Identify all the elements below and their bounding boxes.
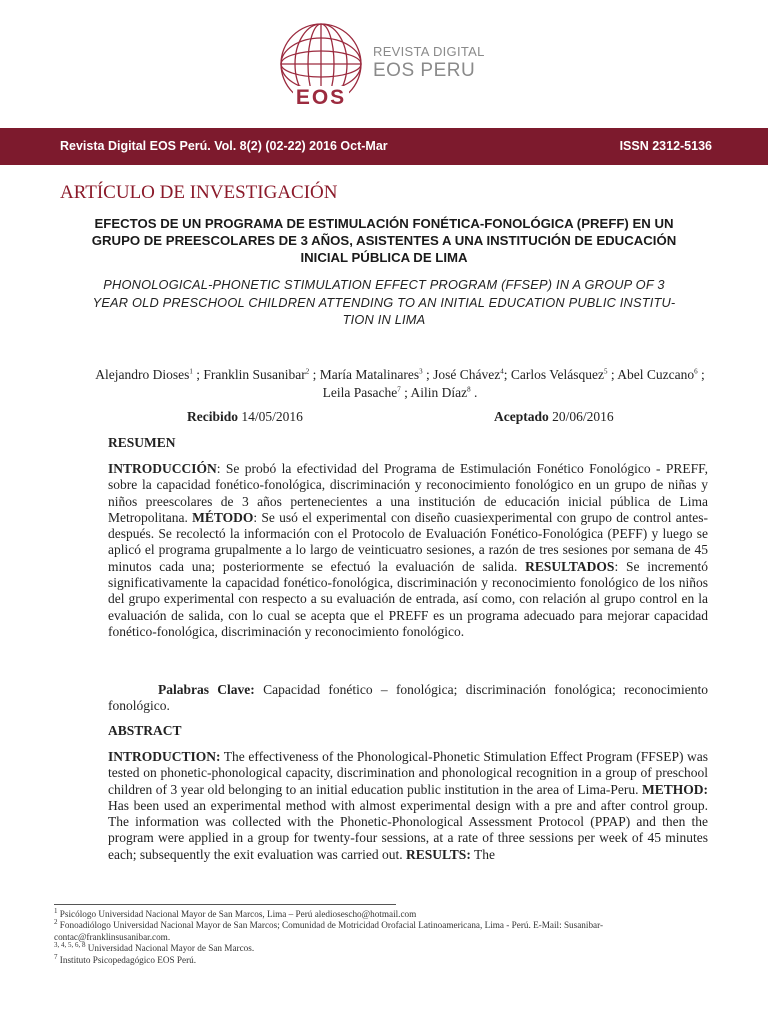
author-name: Carlos Velásquez (510, 367, 604, 382)
footnote-text: Fonoadiólogo Universidad Nacional Mayor de San Marcos; Comunidad de Motricidad Orofacial Latinoamericana, Lima - Perú. E-Mail: Susanibar-contac@franklinsusanibar.com. (54, 920, 604, 942)
resumen-body (108, 461, 708, 640)
received-label: Recibido (187, 409, 239, 424)
author-affiliation-mark: 5 (603, 367, 608, 376)
author-name: Abel Cuzcano (617, 367, 695, 382)
author-separator: ; (697, 367, 705, 382)
keywords-text: Capacidad fonético – fonológica; discriminación fonológica; reconocimiento fonológico. (108, 682, 708, 714)
accepted-date-line (494, 409, 614, 425)
title-en-line: PHONOLOGICAL-PHONETIC STIMULATION EFFECT PROGRAM (FFSEP) IN A GROUP OF 3 (103, 277, 665, 292)
author-separator: ; (607, 367, 618, 382)
author-affiliation-mark: 8 (467, 385, 471, 394)
footnote-text: Psicólogo Universidad Nacional Mayor de San Marcos, Lima – Perú alediosescho@hotmail.com (57, 909, 417, 919)
abstract-method-text: Has been used an experimental method with almost experimental design with a pre and after control group. The information was collected with the Phonetic-Phonological Assessment Protocol (PPAP) and then the program were applied in a group for twenty-four sessions, at a rate of three sessions per week of 45 minutes each; subsequently the exit evaluation was carried out. (108, 797, 708, 862)
resumen-keywords (108, 682, 708, 715)
eos-logo-icon (275, 20, 367, 112)
resumen-results-text: : Se incrementó significativamente la capacidad fonético-fonológica, discriminación y reconocimiento fonológico de los niños del grupo experimental con respecto a su evaluación de entrada, así como, con relación al grupo control en la evaluación de salida, con lo cual se acepta que el PREFF es un programa adecuado para mejorar capacidad fonético-fonológica, discriminación y reconocimiento fonológico. (108, 558, 708, 639)
author-affiliation-mark: 2 (305, 367, 310, 376)
title-en-line: TION IN LIMA (342, 312, 426, 327)
resumen-results-label: RESULTADOS (525, 558, 615, 574)
title-spanish (58, 215, 710, 266)
title-en-line: YEAR OLD PRESCHOOL CHILDREN ATTENDING TO AN INITIAL EDUCATION PUBLIC INSTITU- (92, 294, 676, 310)
author-name: Leila Pasache (322, 385, 398, 400)
footnote-mark: 2 (54, 918, 58, 927)
received-date: 14/05/2016 (241, 409, 303, 424)
abstract-results-label: RESULTS: (406, 846, 471, 862)
journal-citation: Revista Digital EOS Perú. Vol. 8(2) (02-22) 2016 Oct-Mar (60, 139, 388, 153)
footnote-divider (54, 904, 396, 905)
footnotes (54, 906, 714, 966)
author-affiliation-mark: 6 (694, 367, 698, 376)
brand-line-2: EOS PERU (373, 60, 476, 81)
footnote-mark: 3, 4, 5, 6, 8 (54, 941, 86, 950)
author-affiliation-mark: 1 (189, 367, 193, 376)
issn: ISSN 2312-5136 (619, 139, 712, 153)
author-name: Alejandro Dioses (95, 367, 190, 382)
author-separator: ; (309, 367, 320, 382)
abstract-method-label: METHOD: (642, 781, 708, 797)
masthead (0, 0, 768, 128)
accepted-date: 20/06/2016 (552, 409, 614, 424)
footnote (54, 952, 714, 966)
journal-banner (0, 128, 768, 165)
author-affiliation-mark: 3 (419, 367, 423, 376)
author-name: José Chávez (433, 367, 501, 382)
resumen-method-label: MÉTODO (192, 509, 254, 525)
brand-wordmark (373, 44, 485, 82)
abstract-heading: ABSTRACT (108, 723, 182, 738)
author-separator: ; (422, 367, 434, 382)
received-date-line (187, 409, 303, 425)
logo-lettering: EOS (295, 86, 347, 109)
footnote-mark: 1 (54, 906, 58, 915)
title-es-line: INICIAL PÚBLICA DE LIMA (300, 250, 468, 265)
author-name: Ailin Díaz (410, 385, 468, 400)
abstract-intro-text: The effectiveness of the Phonological-Phonetic Stimulation Effect Program (FFSEP) was tested on phonetic-phonological capacity, discrimination and phonological recognition in a group of preschool children of 3 year old belonging to an initial education public institution in the area of Lima-Peru. (108, 749, 708, 797)
abstract-results-text: The (470, 846, 495, 862)
author-affiliation-mark: 7 (397, 385, 401, 394)
section-label: ARTÍCULO DE INVESTIGACIÓN (60, 182, 338, 203)
author-name: Franklin Susanibar (203, 367, 306, 382)
footnote (54, 920, 714, 943)
author-affiliation-mark: 4 (500, 367, 504, 376)
footnote (54, 943, 714, 954)
title-es-line: EFECTOS DE UN PROGRAMA DE ESTIMULACIÓN FONÉTICA-FONOLÓGICA (PREFF) EN UN (94, 216, 674, 231)
resumen-method-text: : Se usó el experimental con diseño cuasiexperimental con grupo de control antes-después. Se recolectó la información con el Protocolo de Evaluación Fonético-Fonológica (PEFF) y luego se aplicó el programa grupalmente a lo largo de veinticuatro sesiones, a razón de tres sesiones por semana de 45 minutos cada una; posteriormente se efectuó la evaluación de salida. (108, 509, 708, 574)
author-name: María Matalinares (319, 367, 420, 382)
footnote-text: Universidad Nacional Mayor de San Marcos. (85, 943, 255, 954)
author-separator: . (470, 385, 478, 400)
footnote (54, 906, 714, 920)
resumen-intro-text: : Se probó la efectividad del Programa de Estimulación Fonético Fonológico - PREFF, sobre la capacidad fonético-fonológica, discriminación y reconocimiento fonológico en un grupo de niñas y niños preescolares de 3 años pertenecientes a una institución de educación inicial pública de Lima Metropolitana. (108, 461, 708, 525)
brand-line-1: REVISTA DIGITAL (373, 44, 485, 59)
abstract-body (108, 749, 708, 863)
author-separator: ; (503, 367, 511, 382)
resumen-intro-label: INTRODUCCIÓN (108, 461, 217, 476)
author-separator: ; (192, 367, 204, 382)
footnote-text: Instituto Psicopedagógico EOS Perú. (57, 954, 197, 965)
resumen-heading: RESUMEN (108, 435, 176, 450)
author-separator: ; (400, 385, 411, 400)
abstract-intro-label: INTRODUCTION: (108, 749, 221, 764)
author-list (84, 366, 716, 402)
keywords-label: Palabras Clave: (158, 682, 255, 697)
title-es-line: GRUPO DE PREESCOLARES DE 3 AÑOS, ASISTENTES A UNA INSTITUCIÓN DE EDUCACIÓN (91, 233, 677, 248)
title-english (58, 276, 710, 329)
accepted-label: Aceptado (494, 409, 549, 424)
footnote-mark: 7 (54, 952, 58, 961)
